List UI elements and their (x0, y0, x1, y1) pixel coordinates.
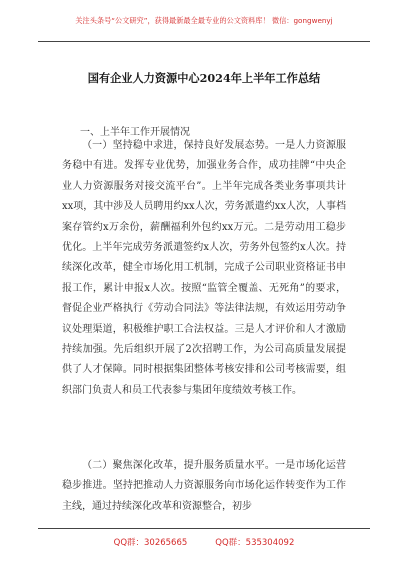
paragraph-text: （一）坚持稳中求进，保持良好发展态势。一是人力资源服务稳中有进。发挥专业优势，加强业务合作，成功挂牌“中央企业人力资源服务对接交流平台”。上半年完成各类业务事项共计xx项，其中涉及人员聘用约xx人次，劳务派遣约xx人次，人事档案存管约x万余份，薪酬福利外包约xx万元。二是劳动用工稳步优化。上半年完成劳务派遣签约x人次，劳务外包签约x人次。持续深化改革，健全市场化用工机制，完成子公司职业资格证书申报工作，累计申报x人次。按照“监管全覆盖、无死角”的要求，督促企业严格执行《劳动合同法》等法律法规，有效运用劳动争议处理渠道，积极维护职工合法权益。三是人才评价和人才激励持续加强。先后组织开展了2次招聘工作，为公司高质量发展提供了人才保障。同时根据集团整体考核安排和公司考核需要，组织部门负责人和员工代表参与集团年度绩效考核工作。 (62, 140, 346, 396)
header-banner: 关注头条号“公文研究”，获得最新最全最专业的公文资料库！ 微信：gongwenyj (75, 16, 333, 25)
document-title: 国有企业人力资源中心2024年上半年工作总结 (87, 71, 321, 85)
body-paragraph-2 (62, 456, 346, 526)
footer-divider (38, 528, 370, 529)
header-divider (38, 41, 370, 42)
body-paragraph-1 (62, 136, 346, 454)
footer-qq-group-1: QQ群：30265665 (113, 538, 188, 548)
footer-qq-group-2: QQ群：535304092 (215, 538, 295, 548)
paragraph-text: （二）聚焦深化改革，提升服务质量水平。一是市场化运营稳步推进。坚持把推动人力资源服务向市场化运作转变作为工作主线，通过持续深化改革和资源整合，初步 (62, 460, 346, 512)
footer-contact (0, 536, 408, 548)
section-heading: 一、上半年工作开展情况 (80, 127, 190, 138)
